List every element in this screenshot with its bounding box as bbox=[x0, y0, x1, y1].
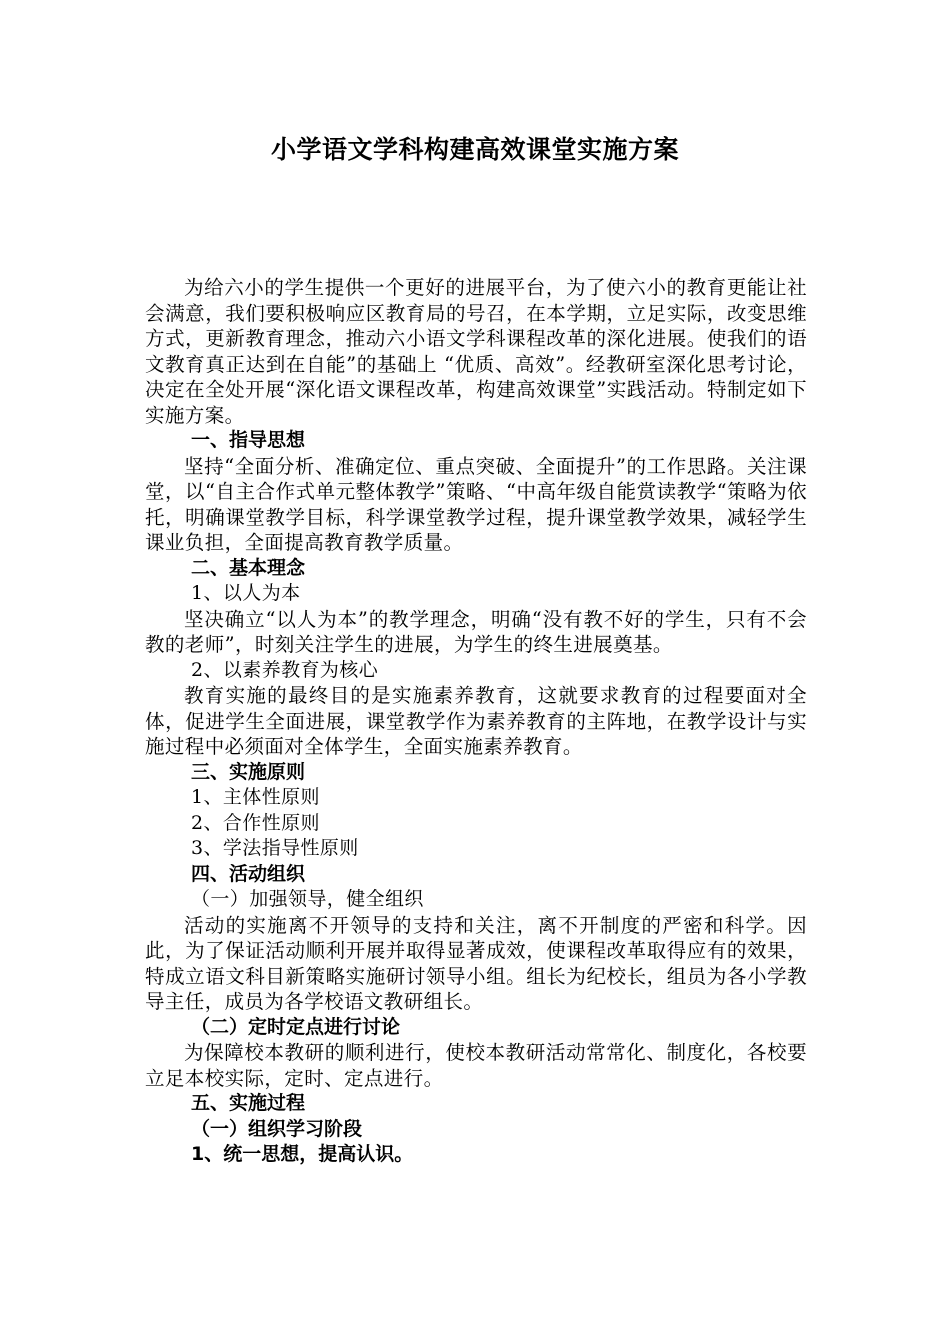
principle-item: 3、学法指导性原则 bbox=[191, 837, 359, 859]
intro-paragraph: 为给六小的学生提供一个更好的进展平台，为了使六小的教育更能让社会满意，我们要积极响应区教育局的号召，在本学期，立足实际，改变思维方式，更新教育理念，推动六小语文学科课程改革的深化进展。使我们的语文教育真正达到在自能”的基础上 “优质、高效”。经教研室深化思考讨论，决定在全处开展“深化语文课程改革，构建高效课堂”实践活动。特制定如下实施方案。 bbox=[145, 276, 807, 427]
document-title: 小学语文学科构建高效课堂实施方案 bbox=[270, 135, 679, 164]
subsection-title-study-phase: （一）组织学习阶段 bbox=[191, 1117, 363, 1140]
section-heading-organization: 四、活动组织 bbox=[191, 862, 306, 885]
item-title-unify-thinking: 1、统一思想，提高认识。 bbox=[191, 1143, 414, 1165]
principle-item: 2、合作性原则 bbox=[191, 811, 320, 834]
section-heading-process: 五、实施过程 bbox=[191, 1092, 306, 1114]
item-text-people-oriented: 坚决确立“以人为本”的教学理念，明确“没有教不好的学生，只有不会教的老师”，时刻关注学生的进展，为学生的终生进展奠基。 bbox=[145, 607, 807, 656]
subsection-title-regular-discussion: （二）定时定点进行讨论 bbox=[191, 1015, 401, 1038]
section-text-guiding-ideology: 坚持“全面分析、准确定位、重点突破、全面提升”的工作思路。关注课堂，以“自主合作式单元整体教学”策略、“中高年级自能赏读教学“策略为依托，明确课堂教学目标，科学课堂教学过程，提升课堂教学效果，减轻学生课业负担，全面提高教育教学质量。 bbox=[145, 454, 807, 554]
section-heading-basic-concepts: 二、基本理念 bbox=[191, 556, 306, 579]
principle-item: 1、主体性原则 bbox=[191, 786, 320, 808]
subsection-title-leadership: （一）加强领导，健全组织 bbox=[191, 888, 424, 910]
subsection-text-regular-discussion: 为保障校本教研的顺利进行，使校本教研活动常常化、制度化，各校要立足本校实际，定时、定点进行。 bbox=[145, 1041, 807, 1090]
section-heading-principles: 三、实施原则 bbox=[191, 760, 306, 783]
section-heading-guiding-ideology: 一、指导思想 bbox=[191, 429, 306, 451]
subsection-text-leadership: 活动的实施离不开领导的支持和关注，离不开制度的严密和科学。因此，为了保证活动顺利开展并取得显著成效，使课程改革取得应有的效果，特成立语文科目新策略实施研讨领导小组。组长为纪校长，组员为各小学教导主任，成员为各学校语文教研组长。 bbox=[145, 913, 807, 1013]
item-title-quality-education: 2、以素养教育为核心 bbox=[191, 658, 379, 681]
item-title-people-oriented: 1、以人为本 bbox=[191, 582, 301, 604]
item-text-quality-education: 教育实施的最终目的是实施素养教育，这就要求教育的过程要面对全体，促进学生全面进展，课堂教学作为素养教育的主阵地，在教学设计与实施过程中必须面对全体学生，全面实施素养教育。 bbox=[145, 684, 807, 758]
document-body bbox=[145, 272, 807, 1168]
